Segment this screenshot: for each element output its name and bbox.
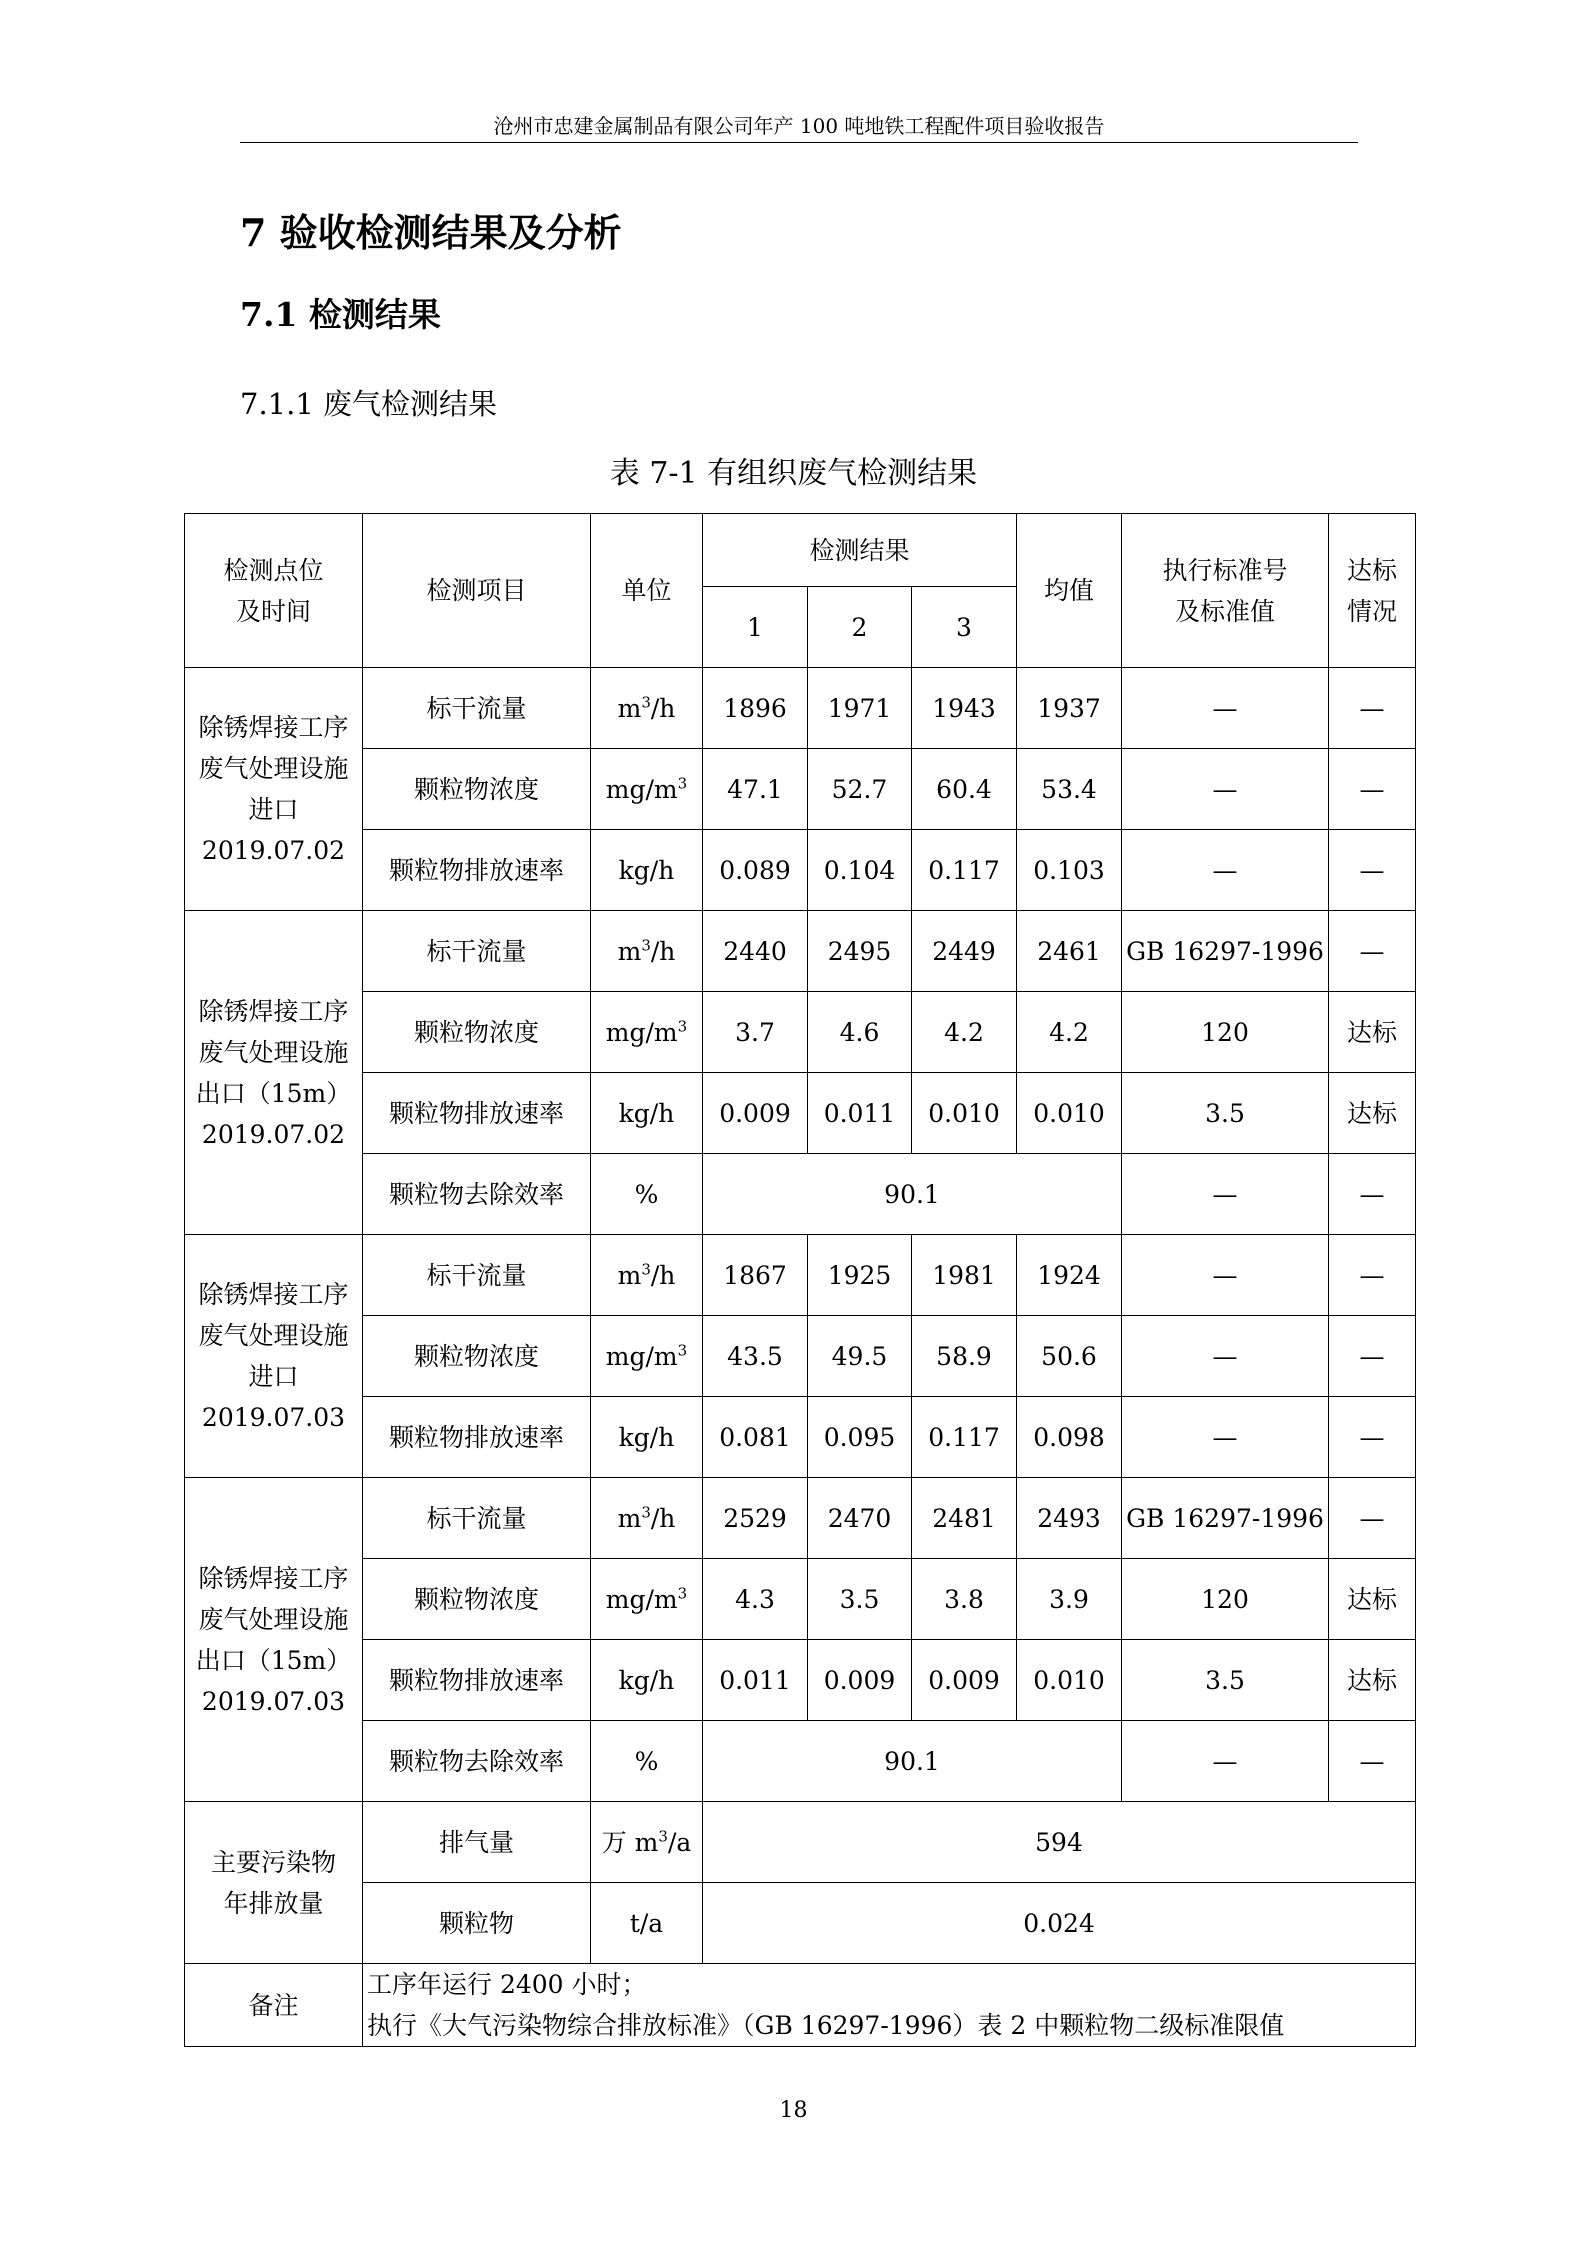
location-cell: 除锈焊接工序 废气处理设施 进口 2019.07.02 <box>185 668 363 911</box>
item-cell: 颗粒物浓度 <box>363 1559 591 1640</box>
table-row <box>185 1154 1416 1235</box>
unit-cell <box>591 668 703 749</box>
standard-cell: 120 <box>1122 992 1329 1073</box>
unit-tail: /h <box>650 693 676 723</box>
value-cell: 0.011 <box>808 1073 912 1154</box>
compliance-cell: — <box>1329 830 1416 911</box>
value-cell: 0.010 <box>912 1073 1017 1154</box>
value-cell: 49.5 <box>808 1316 912 1397</box>
value-cell: 4.6 <box>808 992 912 1073</box>
table-row <box>185 830 1416 911</box>
value-cell: 1943 <box>912 668 1017 749</box>
compliance-cell: 达标 <box>1329 1073 1416 1154</box>
efficiency-cell: 90.1 <box>703 1721 1122 1802</box>
header-standard: 执行标准号 及标准值 <box>1122 514 1329 668</box>
standard-cell: 3.5 <box>1122 1640 1329 1721</box>
note-line: 工序年运行 2400 小时； <box>367 1970 647 1999</box>
unit-base: mg/m <box>605 1584 678 1614</box>
compliance-cell: 达标 <box>1329 992 1416 1073</box>
location-cell: 除锈焊接工序 废气处理设施 出口（15m） 2019.07.03 <box>185 1478 363 1802</box>
value-cell: 52.7 <box>808 749 912 830</box>
value-cell: 0.011 <box>703 1640 808 1721</box>
compliance-cell: — <box>1329 1154 1416 1235</box>
value-cell: 47.1 <box>703 749 808 830</box>
annual-value: 0.024 <box>703 1883 1416 1964</box>
unit-cell <box>591 1802 703 1883</box>
table-row <box>185 668 1416 749</box>
item-cell: 标干流量 <box>363 1478 591 1559</box>
notes-text <box>363 1964 1416 2047</box>
compliance-cell: — <box>1329 749 1416 830</box>
table-row <box>185 1640 1416 1721</box>
unit-cell <box>591 1721 703 1802</box>
item-cell: 颗粒物浓度 <box>363 749 591 830</box>
value-cell: 0.009 <box>703 1073 808 1154</box>
table-row <box>185 1559 1416 1640</box>
value-cell: 1971 <box>808 668 912 749</box>
item-cell: 颗粒物浓度 <box>363 1316 591 1397</box>
value-cell: 1925 <box>808 1235 912 1316</box>
standard-cell: — <box>1122 1397 1329 1478</box>
table-row <box>185 749 1416 830</box>
unit-superscript: 3 <box>677 1584 688 1603</box>
unit-superscript: 3 <box>641 936 651 955</box>
header-compliance: 达标 情况 <box>1329 514 1416 668</box>
compliance-cell: 达标 <box>1329 1640 1416 1721</box>
unit-base: mg/m <box>605 774 678 804</box>
item-cell: 颗粒物 <box>363 1883 591 1964</box>
standard-cell: — <box>1122 1154 1329 1235</box>
item-cell: 颗粒物浓度 <box>363 992 591 1073</box>
mean-cell: 1937 <box>1017 668 1122 749</box>
subsection-title: 7.1.1 废气检测结果 <box>240 387 498 421</box>
compliance-cell: — <box>1329 911 1416 992</box>
header-item: 检测项目 <box>363 514 591 668</box>
header-unit: 单位 <box>591 514 703 668</box>
value-cell: 0.117 <box>912 830 1017 911</box>
item-cell: 颗粒物排放速率 <box>363 1397 591 1478</box>
unit-cell <box>591 830 703 911</box>
table-row <box>185 1316 1416 1397</box>
unit-tail: /h <box>650 936 676 966</box>
unit-base: m <box>617 936 642 966</box>
mean-cell: 0.103 <box>1017 830 1122 911</box>
note-line: 执行《大气污染物综合排放标准》（GB 16297-1996）表 2 中颗粒物二级标准限值 <box>367 2011 1285 2040</box>
mean-cell: 4.2 <box>1017 992 1122 1073</box>
standard-cell: — <box>1122 1316 1329 1397</box>
unit-cell <box>591 1397 703 1478</box>
chapter-title: 7 验收检测结果及分析 <box>240 210 622 255</box>
table-body <box>185 514 1416 2047</box>
value-cell: 0.095 <box>808 1397 912 1478</box>
running-header: 沧州市忠建金属制品有限公司年产 100 吨地铁工程配件项目验收报告 <box>493 114 1105 138</box>
value-cell: 1867 <box>703 1235 808 1316</box>
unit-base: kg/h <box>618 1098 675 1128</box>
value-cell: 2449 <box>912 911 1017 992</box>
unit-base: m <box>617 1503 642 1533</box>
value-cell: 2495 <box>808 911 912 992</box>
item-cell: 颗粒物排放速率 <box>363 1073 591 1154</box>
value-cell: 1981 <box>912 1235 1017 1316</box>
table-row <box>185 1478 1416 1559</box>
value-cell: 0.009 <box>912 1640 1017 1721</box>
mean-cell: 50.6 <box>1017 1316 1122 1397</box>
value-cell: 3.5 <box>808 1559 912 1640</box>
mean-cell: 2461 <box>1017 911 1122 992</box>
mean-cell: 0.010 <box>1017 1640 1122 1721</box>
standard-cell: — <box>1122 749 1329 830</box>
value-cell: 4.3 <box>703 1559 808 1640</box>
efficiency-cell: 90.1 <box>703 1154 1122 1235</box>
table-row <box>185 514 1416 587</box>
unit-base: % <box>634 1179 659 1209</box>
unit-cell <box>591 1073 703 1154</box>
annual-label: 主要污染物 年排放量 <box>185 1802 363 1964</box>
standard-cell: GB 16297-1996 <box>1122 911 1329 992</box>
unit-cell <box>591 1559 703 1640</box>
unit-base: m <box>617 1260 642 1290</box>
unit-base: kg/h <box>618 855 675 885</box>
unit-cell <box>591 911 703 992</box>
unit-base: % <box>634 1746 659 1776</box>
header-mean: 均值 <box>1017 514 1122 668</box>
value-cell: 43.5 <box>703 1316 808 1397</box>
value-cell: 0.117 <box>912 1397 1017 1478</box>
table-caption: 表 7-1 有组织废气检测结果 <box>609 456 978 491</box>
item-cell: 排气量 <box>363 1802 591 1883</box>
unit-tail: /a <box>667 1827 692 1857</box>
compliance-cell: — <box>1329 1721 1416 1802</box>
header-location: 检测点位 及时间 <box>185 514 363 668</box>
value-cell: 4.2 <box>912 992 1017 1073</box>
compliance-cell: — <box>1329 1478 1416 1559</box>
standard-cell: — <box>1122 1235 1329 1316</box>
unit-base: kg/h <box>618 1422 675 1452</box>
compliance-cell: — <box>1329 668 1416 749</box>
unit-cell <box>591 992 703 1073</box>
standard-cell: 3.5 <box>1122 1073 1329 1154</box>
emission-results-table <box>184 513 1416 2047</box>
unit-superscript: 3 <box>641 1503 651 1522</box>
item-cell: 颗粒物去除效率 <box>363 1154 591 1235</box>
table-row <box>185 1073 1416 1154</box>
item-cell: 标干流量 <box>363 668 591 749</box>
unit-cell <box>591 1478 703 1559</box>
compliance-cell: — <box>1329 1235 1416 1316</box>
item-cell: 颗粒物去除效率 <box>363 1721 591 1802</box>
header-rule <box>240 142 1358 143</box>
item-cell: 标干流量 <box>363 911 591 992</box>
value-cell: 1896 <box>703 668 808 749</box>
header-run-1: 1 <box>703 587 808 668</box>
unit-base: mg/m <box>605 1341 678 1371</box>
item-cell: 标干流量 <box>363 1235 591 1316</box>
header-run-3: 3 <box>912 587 1017 668</box>
value-cell: 3.8 <box>912 1559 1017 1640</box>
mean-cell: 0.010 <box>1017 1073 1122 1154</box>
value-cell: 0.081 <box>703 1397 808 1478</box>
header-results: 检测结果 <box>703 514 1017 587</box>
table-row <box>185 1964 1416 2047</box>
compliance-cell: 达标 <box>1329 1559 1416 1640</box>
unit-base: mg/m <box>605 1017 678 1047</box>
unit-superscript: 3 <box>641 1260 651 1279</box>
mean-cell: 53.4 <box>1017 749 1122 830</box>
value-cell: 2481 <box>912 1478 1017 1559</box>
table-row <box>185 1883 1416 1964</box>
mean-cell: 3.9 <box>1017 1559 1122 1640</box>
mean-cell: 0.098 <box>1017 1397 1122 1478</box>
unit-tail: /h <box>650 1503 676 1533</box>
section-title: 7.1 检测结果 <box>240 295 441 334</box>
location-cell: 除锈焊接工序 废气处理设施 进口 2019.07.03 <box>185 1235 363 1478</box>
unit-superscript: 3 <box>677 1341 688 1360</box>
unit-base: kg/h <box>618 1665 675 1695</box>
unit-base: 万 m <box>601 1827 659 1857</box>
standard-cell: — <box>1122 830 1329 911</box>
standard-cell: GB 16297-1996 <box>1122 1478 1329 1559</box>
unit-cell <box>591 1235 703 1316</box>
unit-cell <box>591 1154 703 1235</box>
value-cell: 2529 <box>703 1478 808 1559</box>
notes-label: 备注 <box>185 1964 363 2047</box>
page-number: 18 <box>779 2098 808 2123</box>
table-row <box>185 1235 1416 1316</box>
compliance-cell: — <box>1329 1316 1416 1397</box>
standard-cell: 120 <box>1122 1559 1329 1640</box>
table-row <box>185 1397 1416 1478</box>
mean-cell: 2493 <box>1017 1478 1122 1559</box>
unit-superscript: 3 <box>658 1827 668 1846</box>
unit-base: t/a <box>629 1908 664 1938</box>
compliance-cell: — <box>1329 1397 1416 1478</box>
unit-cell <box>591 1883 703 1964</box>
value-cell: 60.4 <box>912 749 1017 830</box>
item-cell: 颗粒物排放速率 <box>363 830 591 911</box>
annual-value: 594 <box>703 1802 1416 1883</box>
unit-tail: /h <box>650 1260 676 1290</box>
table-row <box>185 992 1416 1073</box>
unit-cell <box>591 749 703 830</box>
unit-superscript: 3 <box>677 1017 688 1036</box>
standard-cell: — <box>1122 668 1329 749</box>
value-cell: 2440 <box>703 911 808 992</box>
unit-cell <box>591 1316 703 1397</box>
unit-cell <box>591 1640 703 1721</box>
unit-base: m <box>617 693 642 723</box>
standard-cell: — <box>1122 1721 1329 1802</box>
value-cell: 0.009 <box>808 1640 912 1721</box>
unit-superscript: 3 <box>641 693 651 712</box>
value-cell: 58.9 <box>912 1316 1017 1397</box>
table-row <box>185 911 1416 992</box>
header-run-2: 2 <box>808 587 912 668</box>
value-cell: 0.104 <box>808 830 912 911</box>
value-cell: 0.089 <box>703 830 808 911</box>
location-cell: 除锈焊接工序 废气处理设施 出口（15m） 2019.07.02 <box>185 911 363 1235</box>
value-cell: 3.7 <box>703 992 808 1073</box>
item-cell: 颗粒物排放速率 <box>363 1640 591 1721</box>
mean-cell: 1924 <box>1017 1235 1122 1316</box>
table-row <box>185 1721 1416 1802</box>
table-row <box>185 1802 1416 1883</box>
unit-superscript: 3 <box>677 774 688 793</box>
value-cell: 2470 <box>808 1478 912 1559</box>
